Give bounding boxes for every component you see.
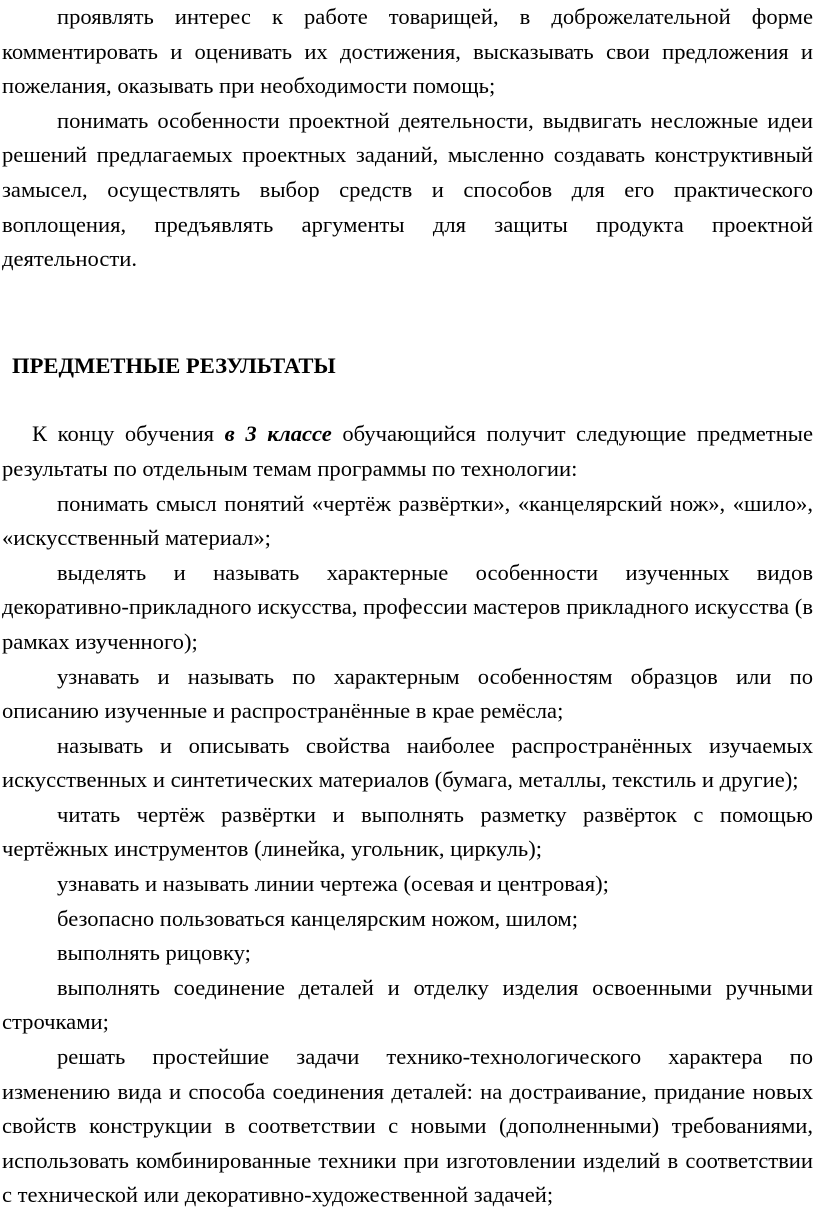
list-item: выполнять соединение деталей и отделку изделия освоенными ручными строчками; xyxy=(2,974,813,1035)
list-item: узнавать и называть по характерным особенностям образцов или по описанию изученные и распространённые в крае ремёсла; xyxy=(2,663,813,724)
list-item: читать чертёж развёртки и выполнять разметку развёрток с помощью чертёжных инструментов (линейка, угольник, циркуль); xyxy=(2,801,813,862)
intro-text-before: К концу обучения xyxy=(32,421,225,447)
intro-text-after: обучающийся получит следующие предметные результаты по отдельным темам программы по технологии: xyxy=(2,421,813,481)
intro-grade: в 3 классе xyxy=(224,421,332,447)
list-item: называть и описывать свойства наиболее распространённых изучаемых искусственных и синтетических материалов (бумага, металлы, текстиль и другие); xyxy=(2,732,813,793)
paragraph-cooperation: проявлять интерес к работе товарищей, в доброжелательной форме комментировать и оценивать их достижения, высказывать свои предложения и пожелания, оказывать при необходимости помощь; xyxy=(2,4,813,99)
list-item: выделять и называть характерные особенности изученных видов декоративно-прикладного искусства, профессии мастеров прикладного искусства (в рамках изученного); xyxy=(2,559,813,654)
intro-paragraph xyxy=(2,417,813,486)
list-item: выполнять рицовку; xyxy=(57,940,251,966)
section-heading: ПРЕДМЕТНЫЕ РЕЗУЛЬТАТЫ xyxy=(12,352,336,378)
list-item: понимать смысл понятий «чертёж развёртки», «канцелярский нож», «шило», «искусственный материал»; xyxy=(2,490,813,551)
list-item: безопасно пользоваться канцелярским ножом, шилом; xyxy=(57,905,579,931)
paragraph-project-activity: понимать особенности проектной деятельности, выдвигать несложные идеи решений предлагаемых проектных заданий, мысленно создавать конструктивный замысел, осуществлять выбор средств и способов для его практического воплощения, предъявлять аргументы для защиты продукта проектной деятельности. xyxy=(2,107,813,272)
list-item: узнавать и называть линии чертежа (осевая и центровая); xyxy=(57,871,609,897)
list-item: решать простейшие задачи технико-технологического характера по изменению вида и способа соединения деталей: на достраивание, придание новых свойств конструкции в соответствии с новыми (дополненными) требованиями, использовать комбинированные техники при изготовлении изделий в соответствии с технической или декоративно-художественной задачей; xyxy=(2,1044,813,1208)
